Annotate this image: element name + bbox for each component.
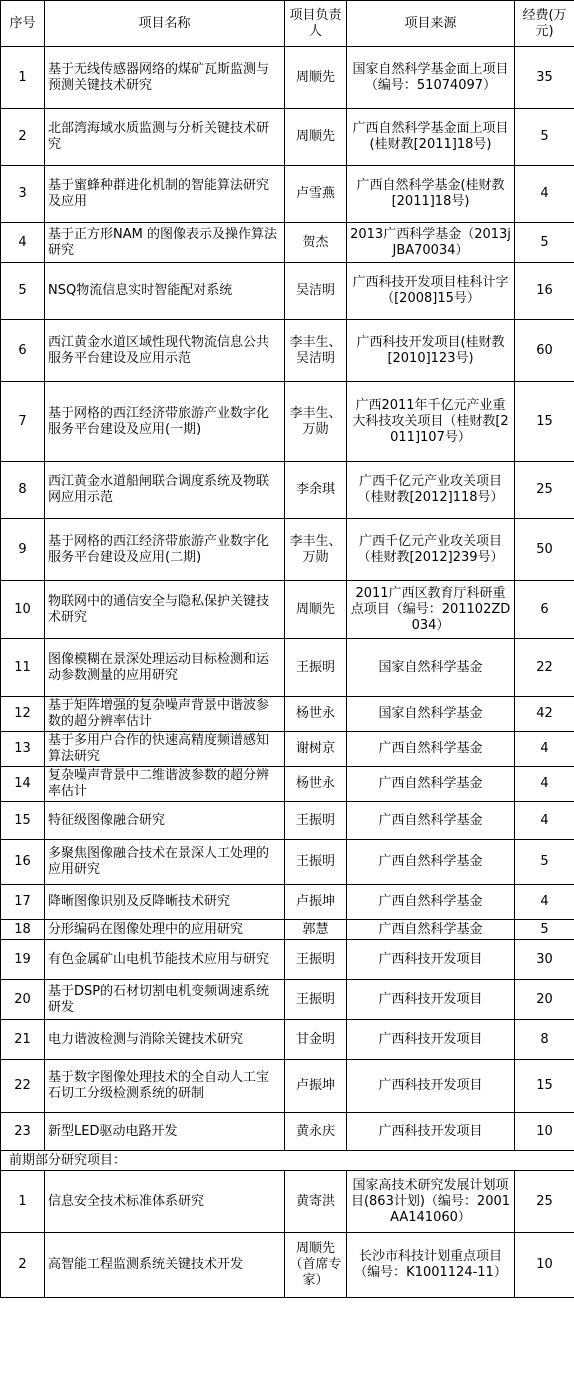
cell-no: 9 (1, 519, 45, 581)
cell-leader: 李丰生、吴洁明 (285, 320, 347, 382)
cell-project-name: 基于正方形NAM 的图像表示及操作算法研究 (45, 223, 285, 263)
cell-leader: 王振明 (285, 980, 347, 1020)
cell-no: 21 (1, 1020, 45, 1060)
cell-source: 广西自然科学基金 (347, 840, 515, 885)
table-row (1, 223, 574, 263)
cell-no: 23 (1, 1113, 45, 1151)
cell-source: 广西自然科学基金(桂财教[2011]18号) (347, 166, 515, 223)
cell-leader: 王振明 (285, 802, 347, 840)
cell-source: 广西自然科学基金 (347, 802, 515, 840)
cell-source: 广西自然科学基金 (347, 767, 515, 802)
cell-funds: 10 (515, 1113, 574, 1151)
table-row (1, 697, 574, 732)
cell-no: 17 (1, 885, 45, 920)
cell-leader: 王振明 (285, 639, 347, 697)
cell-project-name: 多聚焦图像融合技术在景深人工处理的应用研究 (45, 840, 285, 885)
table-row (1, 980, 574, 1020)
cell-funds: 4 (515, 166, 574, 223)
cell-leader: 李丰生、万勋 (285, 519, 347, 581)
cell-source: 国家高技术研究发展计划项目(863计划)（编号：2001AA141060） (347, 1171, 515, 1233)
cell-source: 长沙市科技计划重点项目（编号：K1001124-11） (347, 1233, 515, 1298)
cell-project-name: 有色金属矿山电机节能技术应用与研究 (45, 940, 285, 980)
cell-leader: 李余琪 (285, 462, 347, 519)
cell-leader: 周顺先 (285, 109, 347, 166)
cell-funds: 35 (515, 47, 574, 109)
cell-leader: 杨世永 (285, 767, 347, 802)
cell-project-name: 电力谐波检测与消除关键技术研究 (45, 1020, 285, 1060)
table-row (1, 840, 574, 885)
cell-leader: 黄永庆 (285, 1113, 347, 1151)
cell-no: 6 (1, 320, 45, 382)
cell-source: 广西科技开发项目桂科计字（[2008]15号） (347, 263, 515, 320)
table-row (1, 320, 574, 382)
cell-funds: 5 (515, 920, 574, 940)
cell-no: 14 (1, 767, 45, 802)
cell-funds: 50 (515, 519, 574, 581)
cell-funds: 30 (515, 940, 574, 980)
table-row (1, 581, 574, 639)
table-row (1, 639, 574, 697)
cell-funds: 15 (515, 1060, 574, 1113)
cell-no: 13 (1, 732, 45, 767)
header-leader: 项目负责人 (285, 1, 347, 47)
cell-funds: 16 (515, 263, 574, 320)
cell-project-name: 复杂噪声背景中二维谐波参数的超分辨率估计 (45, 767, 285, 802)
cell-source: 广西科技开发项目 (347, 1020, 515, 1060)
cell-no: 18 (1, 920, 45, 940)
cell-source: 广西自然科学基金 (347, 885, 515, 920)
cell-no: 16 (1, 840, 45, 885)
cell-leader: 周顺先 (285, 47, 347, 109)
cell-project-name: 特征级图像融合研究 (45, 802, 285, 840)
cell-leader: 杨世永 (285, 697, 347, 732)
table-row (1, 1113, 574, 1151)
cell-funds: 8 (515, 1020, 574, 1060)
cell-source: 国家自然科学基金面上项目（编号：51074097） (347, 47, 515, 109)
table-row (1, 802, 574, 840)
header-name: 项目名称 (45, 1, 285, 47)
cell-funds: 4 (515, 885, 574, 920)
table-row (1, 519, 574, 581)
cell-source: 2013广西科学基金（2013jJBA70034） (347, 223, 515, 263)
cell-source: 广西2011年千亿元产业重大科技攻关项目（桂财教[2011]107号） (347, 382, 515, 462)
cell-no: 5 (1, 263, 45, 320)
cell-project-name: 基于网格的西江经济带旅游产业数字化服务平台建设及应用(二期) (45, 519, 285, 581)
table-row (1, 1233, 574, 1298)
cell-no: 12 (1, 697, 45, 732)
cell-source: 广西千亿元产业攻关项目（桂财教[2012]118号） (347, 462, 515, 519)
cell-source: 广西科技开发项目 (347, 940, 515, 980)
cell-funds: 20 (515, 980, 574, 1020)
cell-funds: 60 (515, 320, 574, 382)
header-source: 项目来源 (347, 1, 515, 47)
cell-project-name: 基于蜜蜂种群进化机制的智能算法研究及应用 (45, 166, 285, 223)
cell-leader: 黄寄洪 (285, 1171, 347, 1233)
cell-no: 10 (1, 581, 45, 639)
cell-leader: 李丰生、万勋 (285, 382, 347, 462)
cell-project-name: 高智能工程监测系统关键技术开发 (45, 1233, 285, 1298)
cell-funds: 4 (515, 732, 574, 767)
cell-source: 广西科技开发项目 (347, 1060, 515, 1113)
cell-leader: 卢振坤 (285, 1060, 347, 1113)
cell-funds: 10 (515, 1233, 574, 1298)
cell-no: 20 (1, 980, 45, 1020)
cell-project-name: 分形编码在图像处理中的应用研究 (45, 920, 285, 940)
header-row (1, 1, 574, 47)
cell-project-name: 基于数字图像处理技术的全自动人工宝石切工分级检测系统的研制 (45, 1060, 285, 1113)
table-row (1, 166, 574, 223)
table-row (1, 767, 574, 802)
cell-project-name: 北部湾海域水质监测与分析关键技术研究 (45, 109, 285, 166)
cell-no: 4 (1, 223, 45, 263)
cell-funds: 15 (515, 382, 574, 462)
cell-leader: 王振明 (285, 940, 347, 980)
cell-leader: 贺杰 (285, 223, 347, 263)
cell-source: 广西自然科学基金面上项目(桂财教[2011]18号) (347, 109, 515, 166)
table-row (1, 920, 574, 940)
cell-source: 广西自然科学基金 (347, 920, 515, 940)
header-funds: 经费(万元) (515, 1, 574, 47)
cell-leader: 郭慧 (285, 920, 347, 940)
cell-no: 3 (1, 166, 45, 223)
cell-project-name: 西江黄金水道区域性现代物流信息公共服务平台建设及应用示范 (45, 320, 285, 382)
cell-project-name: 物联网中的通信安全与隐私保护关键技术研究 (45, 581, 285, 639)
table-row (1, 732, 574, 767)
cell-funds: 5 (515, 223, 574, 263)
table-row (1, 109, 574, 166)
cell-funds: 5 (515, 840, 574, 885)
table-row (1, 885, 574, 920)
cell-source: 2011广西区教育厅科研重点项目（编号：201102ZD034） (347, 581, 515, 639)
cell-no: 11 (1, 639, 45, 697)
table-row (1, 462, 574, 519)
table-row (1, 1060, 574, 1113)
cell-project-name: 基于网格的西江经济带旅游产业数字化服务平台建设及应用(一期) (45, 382, 285, 462)
cell-funds: 4 (515, 802, 574, 840)
cell-leader: 卢振坤 (285, 885, 347, 920)
cell-funds: 25 (515, 1171, 574, 1233)
cell-no: 1 (1, 47, 45, 109)
cell-leader: 谢树京 (285, 732, 347, 767)
cell-no: 22 (1, 1060, 45, 1113)
cell-source: 广西自然科学基金 (347, 732, 515, 767)
cell-project-name: 基于矩阵增强的复杂噪声背景中谐波参数的超分辨率估计 (45, 697, 285, 732)
cell-project-name: 降晰图像识别及反降晰技术研究 (45, 885, 285, 920)
cell-leader: 王振明 (285, 840, 347, 885)
cell-project-name: 基于无线传感器网络的煤矿瓦斯监测与预测关键技术研究 (45, 47, 285, 109)
table-row (1, 382, 574, 462)
section-row (1, 1151, 574, 1171)
cell-source: 广西科技开发项目(桂财教[2010]123号) (347, 320, 515, 382)
cell-no: 1 (1, 1171, 45, 1233)
section-label: 前期部分研究项目： (1, 1151, 574, 1171)
cell-funds: 25 (515, 462, 574, 519)
cell-project-name: 西江黄金水道船闸联合调度系统及物联网应用示范 (45, 462, 285, 519)
cell-leader: 吴洁明 (285, 263, 347, 320)
cell-project-name: 基于DSP的石材切割电机变频调速系统研发 (45, 980, 285, 1020)
table-row (1, 940, 574, 980)
cell-leader: 甘金明 (285, 1020, 347, 1060)
cell-no: 2 (1, 109, 45, 166)
cell-source: 广西科技开发项目 (347, 980, 515, 1020)
cell-source: 国家自然科学基金 (347, 697, 515, 732)
cell-project-name: 图像模糊在景深处理运动目标检测和运动参数测量的应用研究 (45, 639, 285, 697)
cell-project-name: 新型LED驱动电路开发 (45, 1113, 285, 1151)
cell-source: 广西科技开发项目 (347, 1113, 515, 1151)
cell-funds: 42 (515, 697, 574, 732)
header-no: 序号 (1, 1, 45, 47)
cell-no: 15 (1, 802, 45, 840)
table-row (1, 1020, 574, 1060)
cell-leader: 卢雪燕 (285, 166, 347, 223)
table-row (1, 1171, 574, 1233)
cell-leader: 周顺先（首席专家） (285, 1233, 347, 1298)
cell-funds: 22 (515, 639, 574, 697)
cell-no: 8 (1, 462, 45, 519)
cell-no: 19 (1, 940, 45, 980)
cell-leader: 周顺先 (285, 581, 347, 639)
cell-funds: 5 (515, 109, 574, 166)
table-row (1, 263, 574, 320)
table-row (1, 47, 574, 109)
cell-funds: 6 (515, 581, 574, 639)
cell-project-name: 基于多用户合作的快速高精度频谱感知算法研究 (45, 732, 285, 767)
cell-source: 国家自然科学基金 (347, 639, 515, 697)
cell-project-name: 信息安全技术标准体系研究 (45, 1171, 285, 1233)
cell-no: 2 (1, 1233, 45, 1298)
cell-no: 7 (1, 382, 45, 462)
cell-project-name: NSQ物流信息实时智能配对系统 (45, 263, 285, 320)
cell-source: 广西千亿元产业攻关项目（桂财教[2012]239号） (347, 519, 515, 581)
cell-funds: 4 (515, 767, 574, 802)
